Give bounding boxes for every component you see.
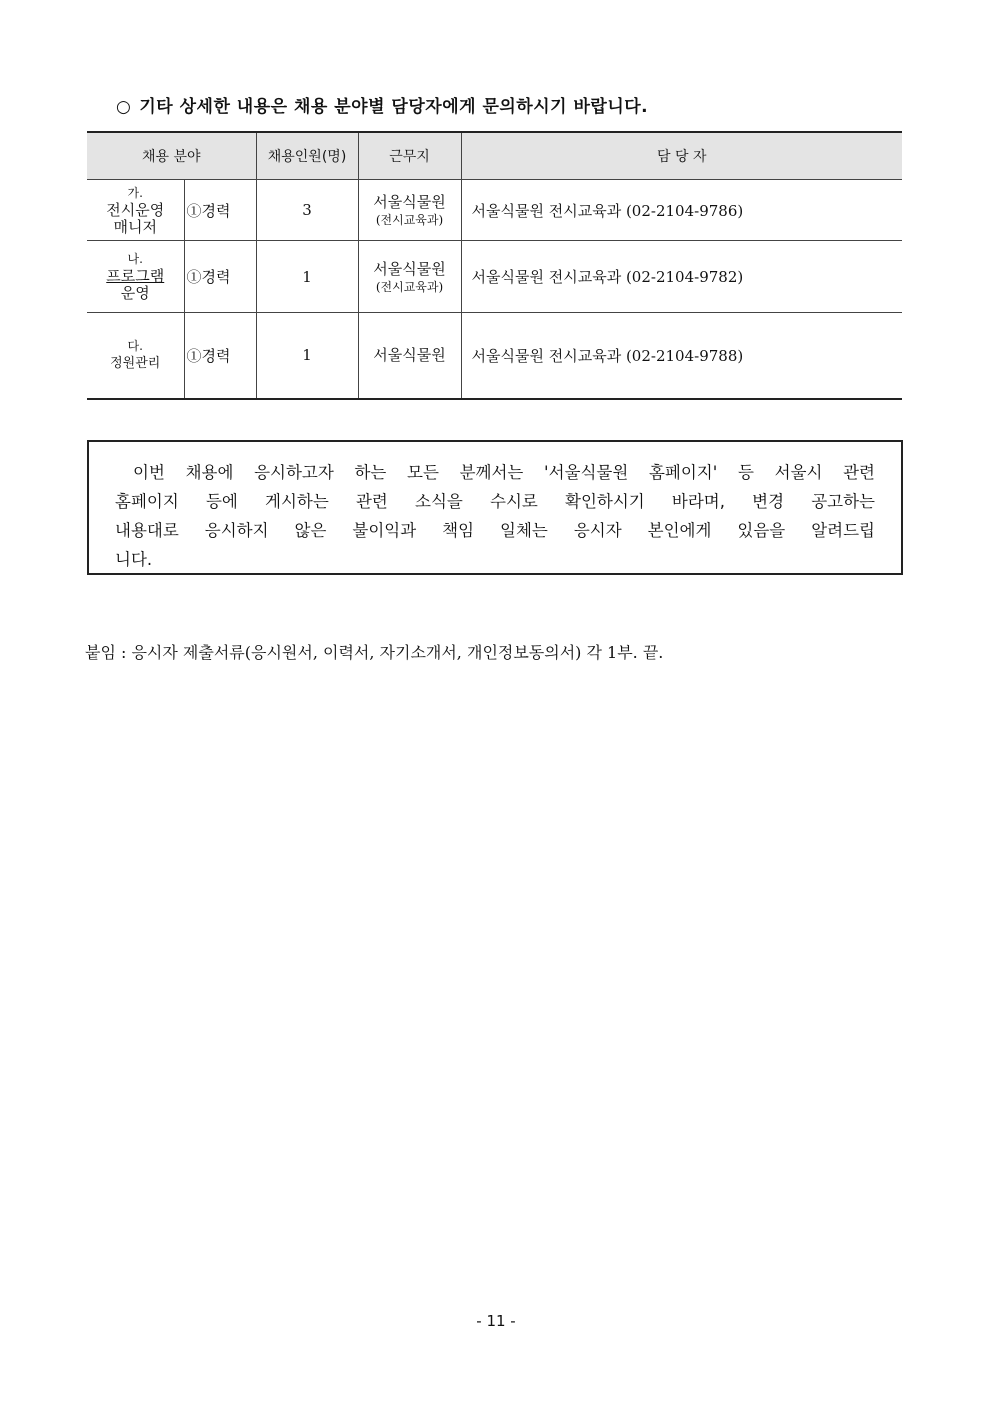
notice-box [87, 440, 903, 575]
field-prefix: 나. [127, 252, 143, 266]
type-cell: ①경력 [184, 180, 256, 241]
table-header-row [87, 132, 902, 180]
notice-line: 니다. [115, 550, 153, 569]
section-heading [116, 92, 648, 117]
field-name-cont: 매니저 [113, 217, 157, 236]
attachment-note: 붙임 : 응시자 제출서류(응시원서, 이력서, 자기소개서, 개인정보동의서) 각 1부. 끝. [85, 643, 664, 662]
place-name: 서울식물원 [373, 259, 446, 278]
heading-text: 기타 상세한 내용은 채용 분야별 담당자에게 문의하시기 바랍니다. [139, 97, 649, 117]
header-field: 채용 분야 [87, 132, 256, 180]
table-row [87, 180, 902, 241]
contact-cell: 서울식물원 전시교육과 (02-2104-9782) [461, 241, 902, 313]
count-cell: 3 [256, 180, 358, 241]
notice-line: 이번 채용에 응시하고자 하는 모든 분께서는 '서울식물원 홈페이지' 등 서울시 관련 [133, 463, 875, 482]
table-row [87, 313, 902, 399]
place-cell [358, 180, 461, 241]
field-cell [87, 313, 184, 399]
place-name: 서울식물원 [373, 193, 446, 211]
field-prefix: 가. [127, 185, 143, 200]
count-cell: 1 [256, 313, 358, 399]
field-cell [87, 180, 184, 241]
contact-cell: 서울식물원 전시교육과 (02-2104-9788) [461, 313, 902, 399]
notice-line: 홈페이지 등에 게시하는 관련 소식을 수시로 확인하시기 바라며, 변경 공고하는 [115, 492, 875, 511]
field-name-cont: 운영 [120, 284, 150, 302]
count-cell: 1 [256, 241, 358, 313]
notice-line: 내용대로 응시하지 않은 불이익과 책임 일체는 응시자 본인에게 있음을 알려드립 [115, 521, 875, 540]
field-cell [87, 241, 184, 313]
field-prefix: 다. [127, 339, 143, 354]
recruitment-table [87, 131, 902, 400]
page-number: - 11 - [476, 1312, 516, 1330]
header-place: 근무지 [358, 132, 461, 180]
header-contact: 담 당 자 [461, 132, 902, 180]
place-name: 서울식물원 [373, 346, 446, 365]
header-count: 채용인원(명) [256, 132, 358, 180]
place-cell [358, 313, 461, 399]
type-cell: ①경력 [184, 313, 256, 399]
field-name: 전시운영 [106, 200, 165, 219]
place-dept: (전시교육과) [375, 213, 444, 227]
place-cell [358, 241, 461, 313]
field-name: 프로그램 [106, 267, 165, 285]
circle-bullet-icon: ○ [116, 97, 132, 117]
place-dept: (전시교육과) [375, 279, 444, 294]
contact-cell: 서울식물원 전시교육과 (02-2104-9786) [461, 180, 902, 241]
field-name: 정원관리 [110, 356, 161, 372]
type-cell: ①경력 [184, 241, 256, 313]
table-row [87, 241, 902, 313]
